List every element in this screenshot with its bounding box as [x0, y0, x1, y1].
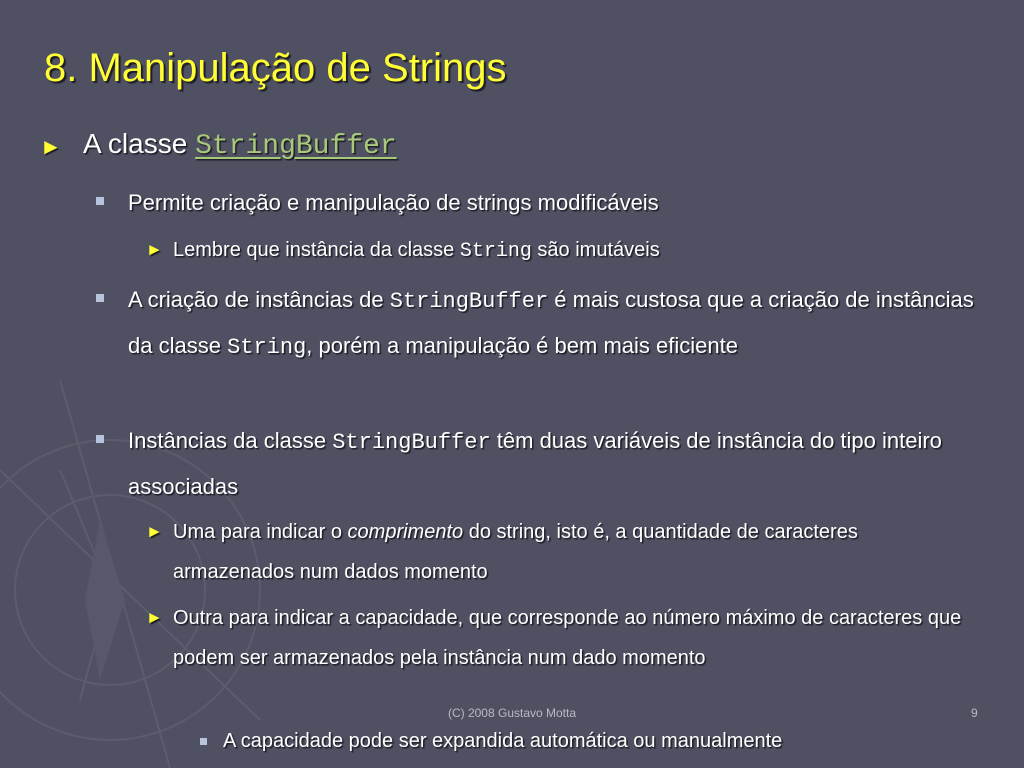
bullet-text: Permite criação e manipulação de strings modificáveis [128, 190, 659, 215]
bullet-text: são imutáveis [531, 239, 660, 261]
arrow-bullet-icon: ► [40, 134, 62, 159]
arrow-bullet-icon: ► [146, 608, 163, 627]
stringbuffer-code: StringBuffer [195, 131, 397, 162]
bullet-text: têm duas variáveis de instância do tipo inteiro associadas [128, 428, 942, 499]
bullet-text: Uma para indicar o [173, 521, 348, 543]
comprimento-emphasis: comprimento [347, 521, 464, 543]
arrow-bullet-icon: ► [146, 522, 163, 541]
bullet-text: é mais custosa que a criação de instâncias da classe [128, 287, 974, 358]
slide-title: 8. Manipulação de Strings [44, 46, 507, 90]
bullet-text: Instâncias da classe [128, 428, 333, 453]
bullet-text: , porém a manipulação é bem mais eficiente [306, 333, 738, 358]
string-code: String [459, 240, 532, 263]
square-bullet-icon [96, 294, 104, 302]
string-code: String [227, 335, 307, 360]
arrow-bullet-icon: ► [146, 240, 163, 259]
bullet-text: Lembre que instância da classe [173, 239, 460, 261]
bullet-text: Outra para indicar a capacidade, que corresponde ao número máximo de caracteres que podem ser armazenados pela instância num dado momento [173, 607, 962, 669]
footer-copyright: (C) 2008 Gustavo Motta [447, 706, 577, 720]
stringbuffer-code: StringBuffer [389, 289, 549, 314]
square-bullet-icon [96, 435, 104, 443]
bullet-text: A classe [83, 128, 196, 159]
stringbuffer-code: StringBuffer [332, 430, 491, 455]
page-number: 9 [971, 706, 978, 720]
bullet-text: A criação de instâncias de [128, 287, 390, 312]
square-bullet-icon [96, 197, 104, 205]
square-bullet-icon [200, 738, 207, 745]
bullet-text: A capacidade pode ser expandida automática ou manualmente [223, 730, 783, 752]
bullet-text: do string, isto é, a quantidade de caracteres armazenados num dados momento [173, 521, 858, 583]
